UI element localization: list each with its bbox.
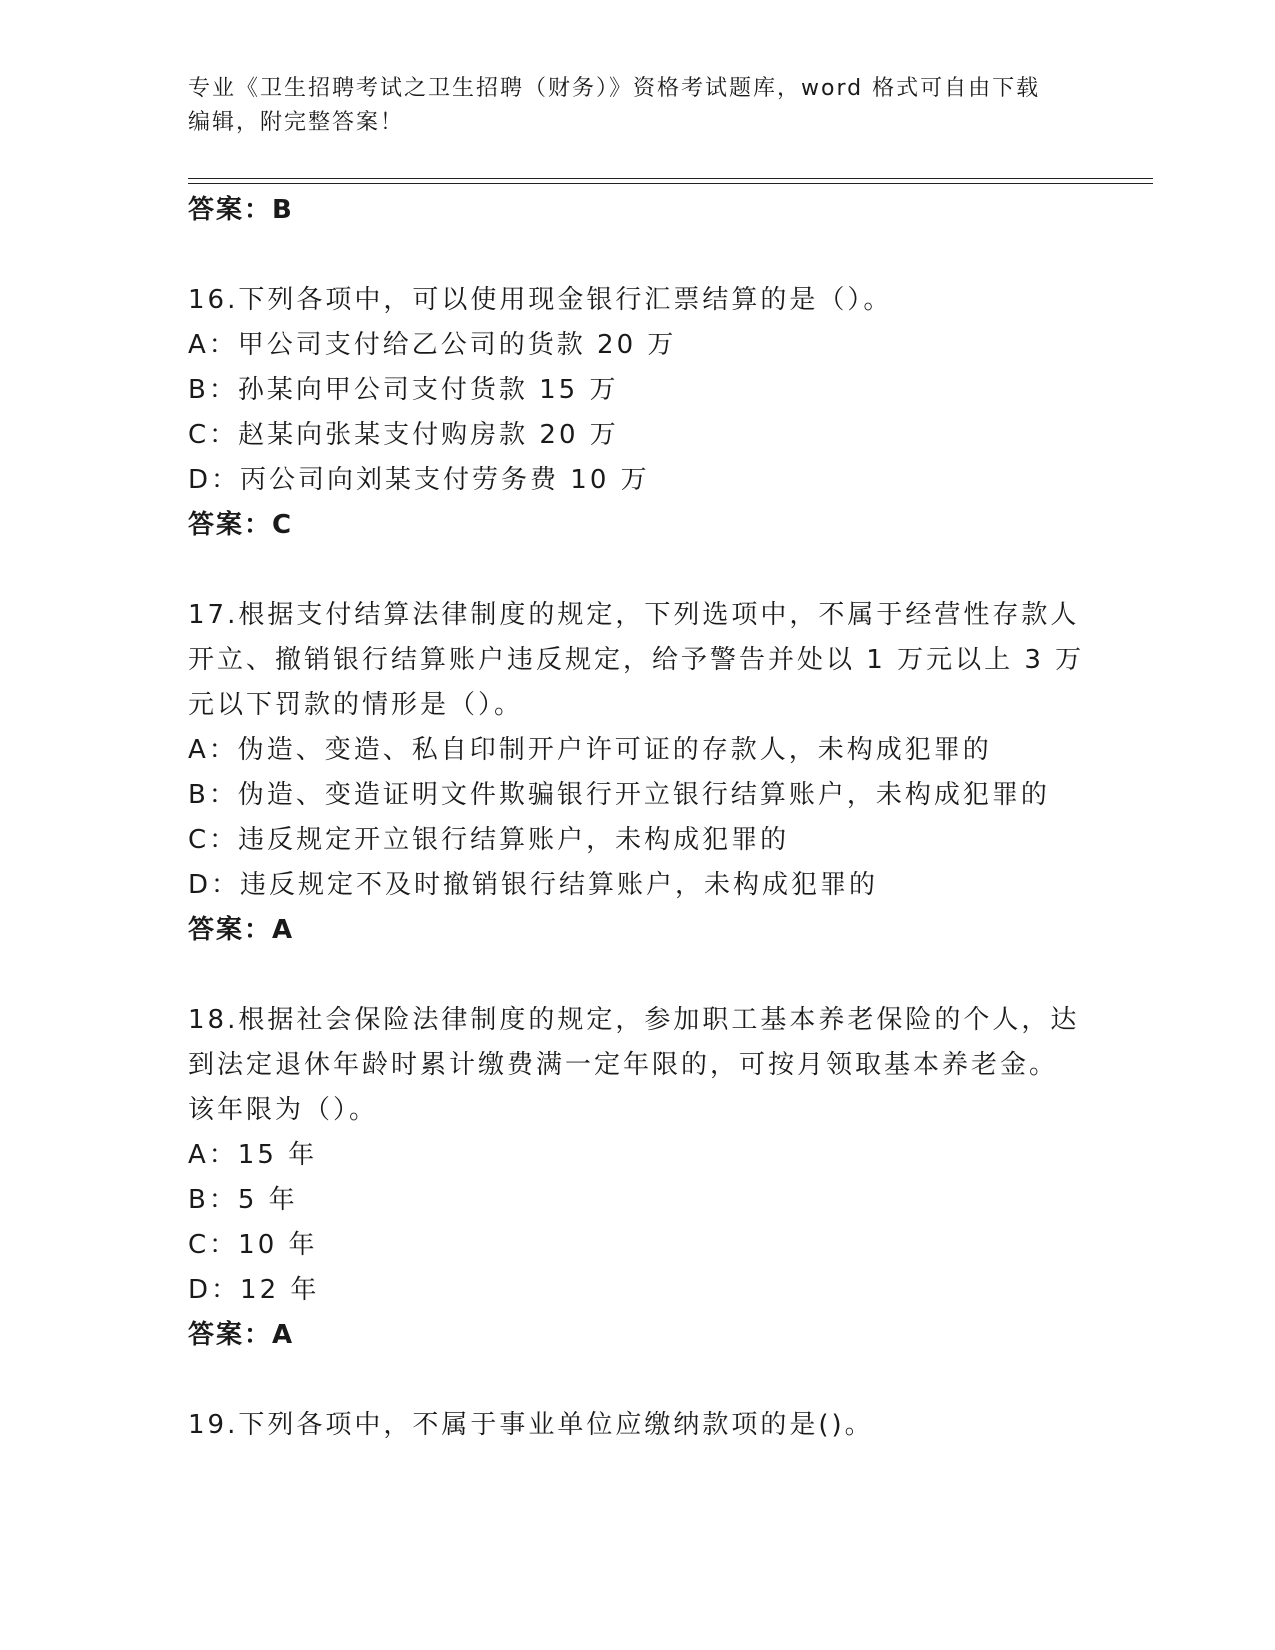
answer-17: 答案：A <box>188 915 295 945</box>
question-19 <box>188 1403 1088 1448</box>
question-stem-line-3: 该年限为（）。 <box>188 1095 379 1125</box>
question-18 <box>188 998 1088 1358</box>
option-d: D：丙公司向刘某支付劳务费 10 万 <box>188 465 650 495</box>
header-line-1: 专业《卫生招聘考试之卫生招聘（财务）》资格考试题库，word 格式可自由下载 <box>188 76 1041 101</box>
question-stem-line-2: 到法定退休年龄时累计缴费满一定年限的，可按月领取基本养老金。 <box>188 1050 1059 1080</box>
option-c: C：赵某向张某支付购房款 20 万 <box>188 420 619 450</box>
option-b: B：5 年 <box>188 1185 298 1215</box>
option-d: D：违反规定不及时撤销银行结算账户，未构成犯罪的 <box>188 870 879 900</box>
answer-16: 答案：C <box>188 510 294 540</box>
spacer <box>188 233 1088 278</box>
spacer <box>188 548 1088 593</box>
question-list <box>188 188 1088 1448</box>
option-d: D：12 年 <box>188 1275 320 1305</box>
option-c: C：违反规定开立银行结算账户，未构成犯罪的 <box>188 825 790 855</box>
question-stem-line-1: 18.根据社会保险法律制度的规定，参加职工基本养老保险的个人，达 <box>188 1005 1080 1035</box>
option-b: B：孙某向甲公司支付货款 15 万 <box>188 375 619 405</box>
question-16 <box>188 278 1088 548</box>
option-a: A：甲公司支付给乙公司的货款 20 万 <box>188 330 677 360</box>
option-a: A：伪造、变造、私自印制开户许可证的存款人，未构成犯罪的 <box>188 735 992 765</box>
spacer <box>188 1358 1088 1403</box>
question-stem: 19.下列各项中，不属于事业单位应缴纳款项的是()。 <box>188 1410 874 1440</box>
header-line-2: 编辑，附完整答案！ <box>188 110 405 135</box>
header-divider-bottom <box>188 183 1153 184</box>
question-stem-line-3: 元以下罚款的情形是（）。 <box>188 690 524 720</box>
question-stem: 16.下列各项中，可以使用现金银行汇票结算的是（）。 <box>188 285 893 315</box>
header-divider-top <box>188 178 1153 179</box>
option-c: C：10 年 <box>188 1230 318 1260</box>
question-17 <box>188 593 1088 953</box>
option-a: A：15 年 <box>188 1140 318 1170</box>
answer-15: 答案：B <box>188 195 294 225</box>
answer-18: 答案：A <box>188 1320 295 1350</box>
question-stem-line-2: 开立、撤销银行结算账户违反规定，给予警告并处以 1 万元以上 3 万 <box>188 645 1085 675</box>
page-header <box>188 72 1088 140</box>
spacer <box>188 953 1088 998</box>
question-stem-line-1: 17.根据支付结算法律制度的规定，下列选项中，不属于经营性存款人 <box>188 600 1080 630</box>
option-b: B：伪造、变造证明文件欺骗银行开立银行结算账户，未构成犯罪的 <box>188 780 1050 810</box>
